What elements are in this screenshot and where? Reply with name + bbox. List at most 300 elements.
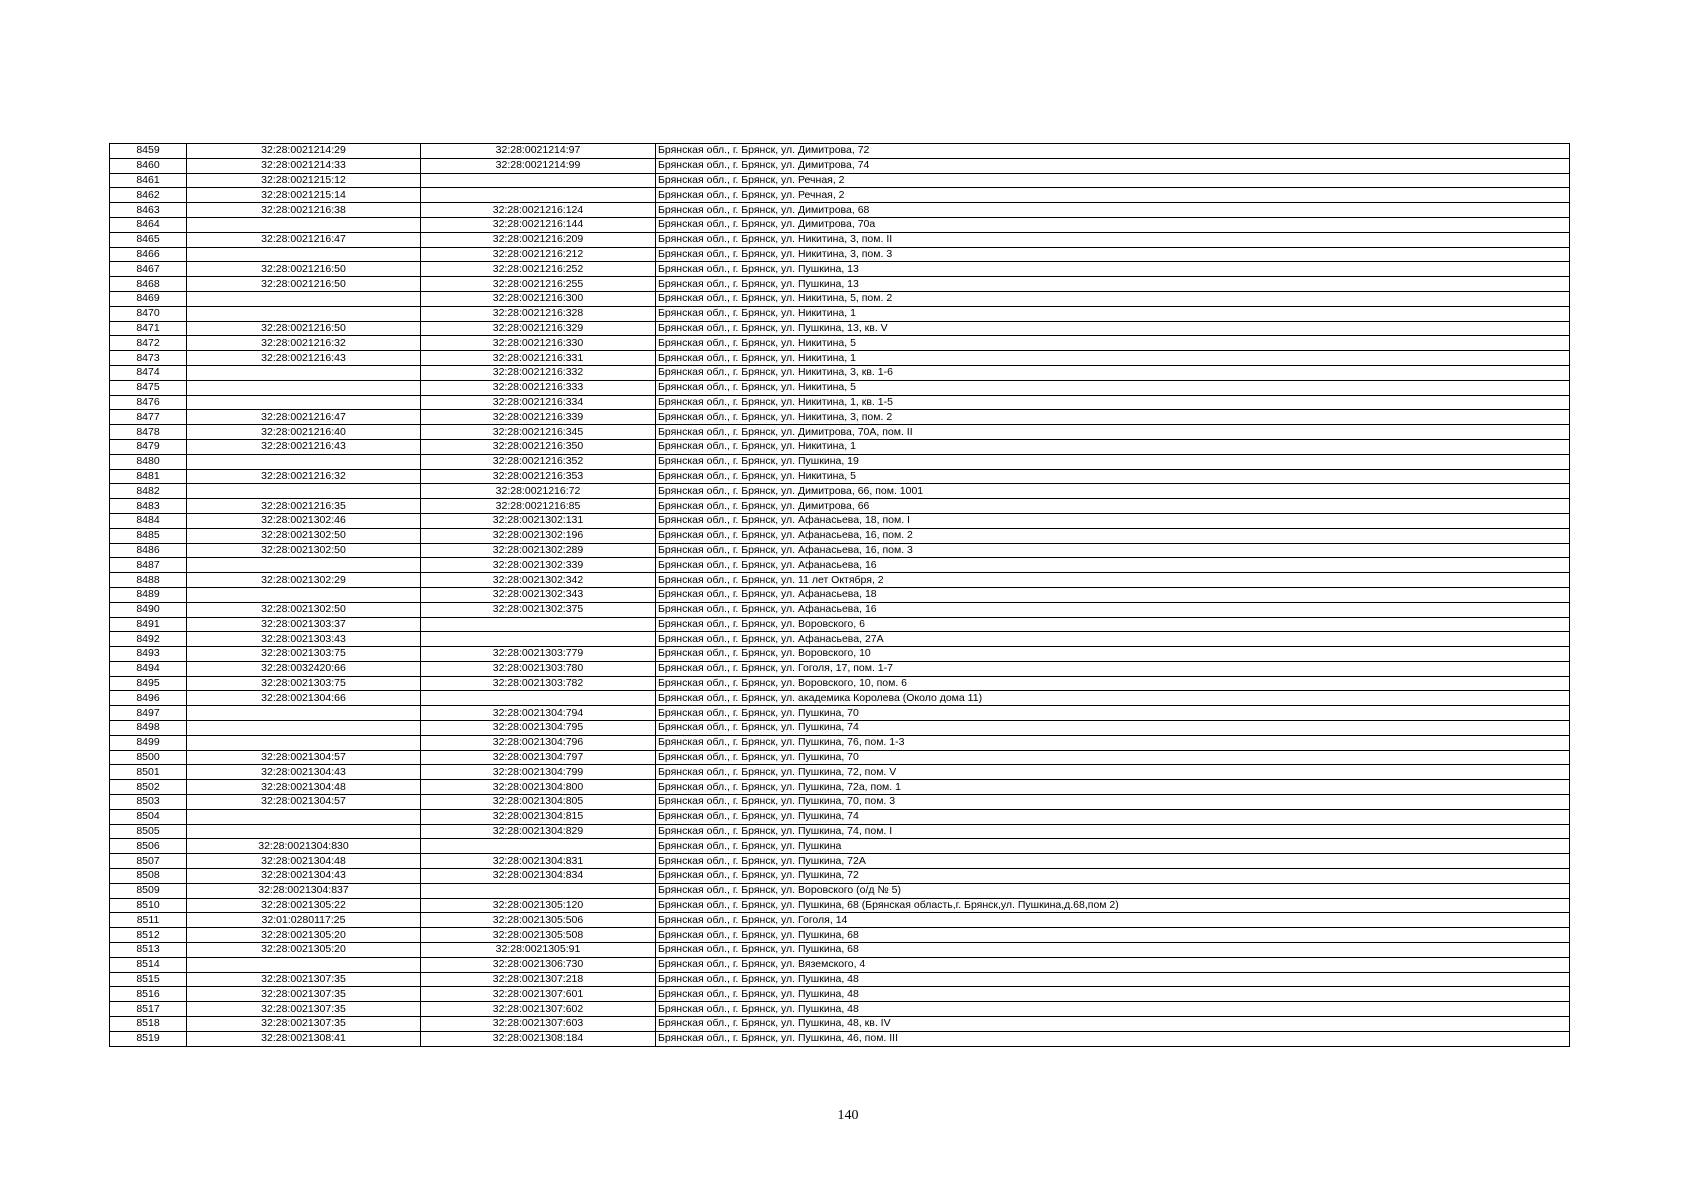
- address-cell: Брянская обл., г. Брянск, ул. Гоголя, 14: [656, 913, 1570, 928]
- table-row: [110, 351, 1570, 366]
- land-cadastral-number-cell: 32:28:0021304:43: [187, 765, 421, 780]
- table-row: [110, 780, 1570, 795]
- land-cadastral-number-cell: 32:01:0280117:25: [187, 913, 421, 928]
- address-cell: Брянская обл., г. Брянск, ул. Пушкина, 48, кв. IV: [656, 1017, 1570, 1032]
- row-number-cell: 8490: [110, 602, 187, 617]
- table-row: [110, 365, 1570, 380]
- address-cell: Брянская обл., г. Брянск, ул. Никитина, 1: [656, 351, 1570, 366]
- table-row: [110, 587, 1570, 602]
- row-number-cell: 8508: [110, 869, 187, 884]
- object-cadastral-number-cell: 32:28:0021216:334: [421, 395, 656, 410]
- table-row: [110, 144, 1570, 159]
- land-cadastral-number-cell: 32:28:0021307:35: [187, 987, 421, 1002]
- object-cadastral-number-cell: 32:28:0021303:779: [421, 647, 656, 662]
- table-row: [110, 188, 1570, 203]
- address-cell: Брянская обл., г. Брянск, ул. Афанасьева, 16: [656, 558, 1570, 573]
- address-cell: Брянская обл., г. Брянск, ул. Никитина, 5: [656, 469, 1570, 484]
- address-cell: Брянская обл., г. Брянск, ул. Пушкина, 48: [656, 987, 1570, 1002]
- object-cadastral-number-cell: 32:28:0021305:508: [421, 928, 656, 943]
- object-cadastral-number-cell: 32:28:0021305:91: [421, 943, 656, 958]
- address-cell: Брянская обл., г. Брянск, ул. Никитина, 3, пом. 2: [656, 410, 1570, 425]
- address-cell: Брянская обл., г. Брянск, ул. Воровского, 10: [656, 647, 1570, 662]
- row-number-cell: 8519: [110, 1031, 187, 1046]
- object-cadastral-number-cell: [421, 188, 656, 203]
- land-cadastral-number-cell: 32:28:0021302:29: [187, 573, 421, 588]
- row-number-cell: 8517: [110, 1002, 187, 1017]
- object-cadastral-number-cell: 32:28:0021216:345: [421, 425, 656, 440]
- row-number-cell: 8467: [110, 262, 187, 277]
- address-cell: Брянская обл., г. Брянск, ул. Димитрова, 74: [656, 158, 1570, 173]
- table-row: [110, 380, 1570, 395]
- land-cadastral-number-cell: [187, 824, 421, 839]
- row-number-cell: 8510: [110, 898, 187, 913]
- row-number-cell: 8461: [110, 173, 187, 188]
- object-cadastral-number-cell: 32:28:0021216:72: [421, 484, 656, 499]
- address-cell: Брянская обл., г. Брянск, ул. Димитрова, 66, пом. 1001: [656, 484, 1570, 499]
- object-cadastral-number-cell: 32:28:0021216:252: [421, 262, 656, 277]
- address-cell: Брянская обл., г. Брянск, ул. Афанасьева, 18, пом. I: [656, 513, 1570, 528]
- land-cadastral-number-cell: 32:28:0021307:35: [187, 1002, 421, 1017]
- row-number-cell: 8500: [110, 750, 187, 765]
- row-number-cell: 8504: [110, 809, 187, 824]
- land-cadastral-number-cell: 32:28:0021303:37: [187, 617, 421, 632]
- object-cadastral-number-cell: 32:28:0021216:330: [421, 336, 656, 351]
- land-cadastral-number-cell: [187, 291, 421, 306]
- address-cell: Брянская обл., г. Брянск, ул. Пушкина, 70: [656, 750, 1570, 765]
- row-number-cell: 8481: [110, 469, 187, 484]
- land-cadastral-number-cell: 32:28:0021215:14: [187, 188, 421, 203]
- object-cadastral-number-cell: 32:28:0021216:255: [421, 277, 656, 292]
- object-cadastral-number-cell: 32:28:0021216:209: [421, 232, 656, 247]
- row-number-cell: 8459: [110, 144, 187, 159]
- table-row: [110, 203, 1570, 218]
- address-cell: Брянская обл., г. Брянск, ул. Никитина, 3, пом. II: [656, 232, 1570, 247]
- land-cadastral-number-cell: 32:28:0021304:837: [187, 883, 421, 898]
- object-cadastral-number-cell: 32:28:0021216:339: [421, 410, 656, 425]
- row-number-cell: 8491: [110, 617, 187, 632]
- address-cell: Брянская обл., г. Брянск, ул. Никитина, 5, пом. 2: [656, 291, 1570, 306]
- table-row: [110, 321, 1570, 336]
- table-row: [110, 1031, 1570, 1046]
- row-number-cell: 8505: [110, 824, 187, 839]
- object-cadastral-number-cell: 32:28:0021307:602: [421, 1002, 656, 1017]
- land-cadastral-number-cell: [187, 735, 421, 750]
- table-row: [110, 543, 1570, 558]
- registry-table-body: [110, 144, 1570, 1047]
- land-cadastral-number-cell: 32:28:0021216:38: [187, 203, 421, 218]
- land-cadastral-number-cell: [187, 721, 421, 736]
- page-number: 140: [837, 1108, 859, 1123]
- address-cell: Брянская обл., г. Брянск, ул. Димитрова, 70А, пом. II: [656, 425, 1570, 440]
- object-cadastral-number-cell: 32:28:0021306:730: [421, 957, 656, 972]
- object-cadastral-number-cell: 32:28:0021303:780: [421, 661, 656, 676]
- row-number-cell: 8486: [110, 543, 187, 558]
- address-cell: Брянская обл., г. Брянск, ул. Речная, 2: [656, 188, 1570, 203]
- address-cell: Брянская обл., г. Брянск, ул. Пушкина, 72А: [656, 854, 1570, 869]
- address-cell: Брянская обл., г. Брянск, ул. Речная, 2: [656, 173, 1570, 188]
- row-number-cell: 8502: [110, 780, 187, 795]
- land-cadastral-number-cell: [187, 558, 421, 573]
- address-cell: Брянская обл., г. Брянск, ул. Никитина, 1: [656, 306, 1570, 321]
- row-number-cell: 8473: [110, 351, 187, 366]
- row-number-cell: 8516: [110, 987, 187, 1002]
- address-cell: Брянская обл., г. Брянск, ул. Пушкина, 13, кв. V: [656, 321, 1570, 336]
- table-row: [110, 943, 1570, 958]
- address-cell: Брянская обл., г. Брянск, ул. Димитрова, 68: [656, 203, 1570, 218]
- land-cadastral-number-cell: 32:28:0021216:35: [187, 499, 421, 514]
- land-cadastral-number-cell: 32:28:0021304:57: [187, 795, 421, 810]
- table-row: [110, 869, 1570, 884]
- address-cell: Брянская обл., г. Брянск, ул. Пушкина, 72а, пом. 1: [656, 780, 1570, 795]
- land-cadastral-number-cell: 32:28:0021302:46: [187, 513, 421, 528]
- row-number-cell: 8487: [110, 558, 187, 573]
- address-cell: Брянская обл., г. Брянск, ул. Воровского (о/д № 5): [656, 883, 1570, 898]
- table-row: [110, 262, 1570, 277]
- address-cell: Брянская обл., г. Брянск, ул. Димитрова, 72: [656, 144, 1570, 159]
- row-number-cell: 8494: [110, 661, 187, 676]
- address-cell: Брянская обл., г. Брянск, ул. Пушкина, 48: [656, 972, 1570, 987]
- address-cell: Брянская обл., г. Брянск, ул. Пушкина, 74: [656, 809, 1570, 824]
- object-cadastral-number-cell: 32:28:0021216:352: [421, 454, 656, 469]
- land-cadastral-number-cell: [187, 706, 421, 721]
- row-number-cell: 8515: [110, 972, 187, 987]
- row-number-cell: 8463: [110, 203, 187, 218]
- object-cadastral-number-cell: 32:28:0021304:799: [421, 765, 656, 780]
- table-row: [110, 661, 1570, 676]
- table-row: [110, 839, 1570, 854]
- address-cell: Брянская обл., г. Брянск, ул. академика Королева (Около дома 11): [656, 691, 1570, 706]
- object-cadastral-number-cell: [421, 883, 656, 898]
- table-row: [110, 795, 1570, 810]
- land-cadastral-number-cell: 32:28:0021302:50: [187, 528, 421, 543]
- table-row: [110, 1002, 1570, 1017]
- land-cadastral-number-cell: 32:28:0021214:33: [187, 158, 421, 173]
- object-cadastral-number-cell: 32:28:0021216:331: [421, 351, 656, 366]
- table-row: [110, 558, 1570, 573]
- address-cell: Брянская обл., г. Брянск, ул. Пушкина, 68: [656, 928, 1570, 943]
- object-cadastral-number-cell: 32:28:0021302:196: [421, 528, 656, 543]
- table-row: [110, 809, 1570, 824]
- object-cadastral-number-cell: [421, 839, 656, 854]
- land-cadastral-number-cell: 32:28:0021214:29: [187, 144, 421, 159]
- address-cell: Брянская обл., г. Брянск, ул. Вяземского, 4: [656, 957, 1570, 972]
- address-cell: Брянская обл., г. Брянск, ул. Афанасьева, 18: [656, 587, 1570, 602]
- table-row: [110, 957, 1570, 972]
- row-number-cell: 8477: [110, 410, 187, 425]
- address-cell: Брянская обл., г. Брянск, ул. Пушкина, 74, пом. I: [656, 824, 1570, 839]
- row-number-cell: 8497: [110, 706, 187, 721]
- object-cadastral-number-cell: [421, 173, 656, 188]
- land-cadastral-number-cell: 32:28:0021305:20: [187, 943, 421, 958]
- table-row: [110, 602, 1570, 617]
- row-number-cell: 8489: [110, 587, 187, 602]
- land-cadastral-number-cell: 32:28:0021304:57: [187, 750, 421, 765]
- table-row: [110, 573, 1570, 588]
- address-cell: Брянская обл., г. Брянск, ул. 11 лет Октября, 2: [656, 573, 1570, 588]
- row-number-cell: 8480: [110, 454, 187, 469]
- land-cadastral-number-cell: 32:28:0021216:50: [187, 262, 421, 277]
- object-cadastral-number-cell: 32:28:0021304:800: [421, 780, 656, 795]
- address-cell: Брянская обл., г. Брянск, ул. Пушкина, 70, пом. 3: [656, 795, 1570, 810]
- object-cadastral-number-cell: 32:28:0021216:144: [421, 217, 656, 232]
- address-cell: Брянская обл., г. Брянск, ул. Пушкина, 48: [656, 1002, 1570, 1017]
- table-row: [110, 765, 1570, 780]
- address-cell: Брянская обл., г. Брянск, ул. Пушкина, 68: [656, 943, 1570, 958]
- row-number-cell: 8485: [110, 528, 187, 543]
- land-cadastral-number-cell: 32:28:0021308:41: [187, 1031, 421, 1046]
- table-row: [110, 824, 1570, 839]
- object-cadastral-number-cell: 32:28:0021304:831: [421, 854, 656, 869]
- land-cadastral-number-cell: 32:28:0021303:43: [187, 632, 421, 647]
- land-cadastral-number-cell: [187, 380, 421, 395]
- table-row: [110, 617, 1570, 632]
- object-cadastral-number-cell: 32:28:0021216:329: [421, 321, 656, 336]
- address-cell: Брянская обл., г. Брянск, ул. Никитина, 5: [656, 336, 1570, 351]
- registry-table: [109, 143, 1570, 1047]
- address-cell: Брянская обл., г. Брянск, ул. Афанасьева, 16, пом. 3: [656, 543, 1570, 558]
- object-cadastral-number-cell: 32:28:0021304:815: [421, 809, 656, 824]
- object-cadastral-number-cell: 32:28:0021304:834: [421, 869, 656, 884]
- object-cadastral-number-cell: 32:28:0021304:805: [421, 795, 656, 810]
- land-cadastral-number-cell: 32:28:0021307:35: [187, 972, 421, 987]
- object-cadastral-number-cell: 32:28:0021302:375: [421, 602, 656, 617]
- address-cell: Брянская обл., г. Брянск, ул. Пушкина, 13: [656, 262, 1570, 277]
- land-cadastral-number-cell: [187, 247, 421, 262]
- row-number-cell: 8518: [110, 1017, 187, 1032]
- row-number-cell: 8496: [110, 691, 187, 706]
- row-number-cell: 8476: [110, 395, 187, 410]
- table-row: [110, 883, 1570, 898]
- table-row: [110, 676, 1570, 691]
- address-cell: Брянская обл., г. Брянск, ул. Пушкина, 68 (Брянская область,г. Брянск,ул. Пушкина,д.68,пом 2): [656, 898, 1570, 913]
- row-number-cell: 8509: [110, 883, 187, 898]
- table-row: [110, 454, 1570, 469]
- row-number-cell: 8474: [110, 365, 187, 380]
- object-cadastral-number-cell: 32:28:0021216:333: [421, 380, 656, 395]
- address-cell: Брянская обл., г. Брянск, ул. Гоголя, 17, пом. 1-7: [656, 661, 1570, 676]
- land-cadastral-number-cell: 32:28:0021216:47: [187, 232, 421, 247]
- land-cadastral-number-cell: 32:28:0021216:43: [187, 351, 421, 366]
- object-cadastral-number-cell: 32:28:0021302:131: [421, 513, 656, 528]
- address-cell: Брянская обл., г. Брянск, ул. Пушкина, 46, пом. III: [656, 1031, 1570, 1046]
- land-cadastral-number-cell: 32:28:0021305:22: [187, 898, 421, 913]
- address-cell: Брянская обл., г. Брянск, ул. Никитина, 1, кв. 1-5: [656, 395, 1570, 410]
- land-cadastral-number-cell: 32:28:0021302:50: [187, 602, 421, 617]
- object-cadastral-number-cell: 32:28:0021216:300: [421, 291, 656, 306]
- land-cadastral-number-cell: 32:28:0021304:830: [187, 839, 421, 854]
- row-number-cell: 8462: [110, 188, 187, 203]
- object-cadastral-number-cell: 32:28:0021307:603: [421, 1017, 656, 1032]
- land-cadastral-number-cell: [187, 809, 421, 824]
- row-number-cell: 8466: [110, 247, 187, 262]
- address-cell: Брянская обл., г. Брянск, ул. Пушкина, 76, пом. 1-3: [656, 735, 1570, 750]
- object-cadastral-number-cell: 32:28:0021302:289: [421, 543, 656, 558]
- address-cell: Брянская обл., г. Брянск, ул. Пушкина, 72, пом. V: [656, 765, 1570, 780]
- land-cadastral-number-cell: [187, 454, 421, 469]
- table-row: [110, 410, 1570, 425]
- table-row: [110, 632, 1570, 647]
- object-cadastral-number-cell: [421, 632, 656, 647]
- row-number-cell: 8468: [110, 277, 187, 292]
- land-cadastral-number-cell: 32:28:0021216:40: [187, 425, 421, 440]
- address-cell: Брянская обл., г. Брянск, ул. Пушкина, 70: [656, 706, 1570, 721]
- object-cadastral-number-cell: [421, 691, 656, 706]
- land-cadastral-number-cell: 32:28:0021304:43: [187, 869, 421, 884]
- land-cadastral-number-cell: [187, 306, 421, 321]
- address-cell: Брянская обл., г. Брянск, ул. Димитрова, 66: [656, 499, 1570, 514]
- object-cadastral-number-cell: 32:28:0021304:794: [421, 706, 656, 721]
- table-row: [110, 750, 1570, 765]
- table-row: [110, 987, 1570, 1002]
- row-number-cell: 8498: [110, 721, 187, 736]
- row-number-cell: 8507: [110, 854, 187, 869]
- land-cadastral-number-cell: 32:28:0032420:66: [187, 661, 421, 676]
- address-cell: Брянская обл., г. Брянск, ул. Пушкина, 19: [656, 454, 1570, 469]
- row-number-cell: 8484: [110, 513, 187, 528]
- object-cadastral-number-cell: 32:28:0021216:350: [421, 439, 656, 454]
- row-number-cell: 8514: [110, 957, 187, 972]
- row-number-cell: 8460: [110, 158, 187, 173]
- object-cadastral-number-cell: 32:28:0021216:328: [421, 306, 656, 321]
- table-row: [110, 913, 1570, 928]
- table-row: [110, 247, 1570, 262]
- table-row: [110, 499, 1570, 514]
- object-cadastral-number-cell: 32:28:0021304:795: [421, 721, 656, 736]
- row-number-cell: 8464: [110, 217, 187, 232]
- table-row: [110, 395, 1570, 410]
- land-cadastral-number-cell: 32:28:0021307:35: [187, 1017, 421, 1032]
- table-row: [110, 469, 1570, 484]
- object-cadastral-number-cell: 32:28:0021307:601: [421, 987, 656, 1002]
- table-row: [110, 647, 1570, 662]
- object-cadastral-number-cell: 32:28:0021216:124: [421, 203, 656, 218]
- row-number-cell: 8513: [110, 943, 187, 958]
- address-cell: Брянская обл., г. Брянск, ул. Никитина, 3, пом. 3: [656, 247, 1570, 262]
- row-number-cell: 8469: [110, 291, 187, 306]
- address-cell: Брянская обл., г. Брянск, ул. Пушкина, 74: [656, 721, 1570, 736]
- row-number-cell: 8465: [110, 232, 187, 247]
- object-cadastral-number-cell: 32:28:0021304:796: [421, 735, 656, 750]
- object-cadastral-number-cell: 32:28:0021303:782: [421, 676, 656, 691]
- table-row: [110, 735, 1570, 750]
- object-cadastral-number-cell: 32:28:0021302:342: [421, 573, 656, 588]
- object-cadastral-number-cell: 32:28:0021216:212: [421, 247, 656, 262]
- object-cadastral-number-cell: 32:28:0021216:332: [421, 365, 656, 380]
- address-cell: Брянская обл., г. Брянск, ул. Афанасьева, 27А: [656, 632, 1570, 647]
- row-number-cell: 8470: [110, 306, 187, 321]
- row-number-cell: 8471: [110, 321, 187, 336]
- table-row: [110, 854, 1570, 869]
- table-row: [110, 232, 1570, 247]
- land-cadastral-number-cell: 32:28:0021216:43: [187, 439, 421, 454]
- table-row: [110, 528, 1570, 543]
- land-cadastral-number-cell: 32:28:0021215:12: [187, 173, 421, 188]
- row-number-cell: 8506: [110, 839, 187, 854]
- object-cadastral-number-cell: 32:28:0021302:339: [421, 558, 656, 573]
- address-cell: Брянская обл., г. Брянск, ул. Воровского, 10, пом. 6: [656, 676, 1570, 691]
- row-number-cell: 8482: [110, 484, 187, 499]
- land-cadastral-number-cell: 32:28:0021216:47: [187, 410, 421, 425]
- land-cadastral-number-cell: 32:28:0021216:32: [187, 336, 421, 351]
- table-row: [110, 173, 1570, 188]
- row-number-cell: 8492: [110, 632, 187, 647]
- address-cell: Брянская обл., г. Брянск, ул. Пушкина: [656, 839, 1570, 854]
- land-cadastral-number-cell: [187, 484, 421, 499]
- row-number-cell: 8495: [110, 676, 187, 691]
- object-cadastral-number-cell: 32:28:0021216:353: [421, 469, 656, 484]
- address-cell: Брянская обл., г. Брянск, ул. Димитрова, 70а: [656, 217, 1570, 232]
- address-cell: Брянская обл., г. Брянск, ул. Пушкина, 13: [656, 277, 1570, 292]
- object-cadastral-number-cell: 32:28:0021304:829: [421, 824, 656, 839]
- address-cell: Брянская обл., г. Брянск, ул. Афанасьева, 16: [656, 602, 1570, 617]
- object-cadastral-number-cell: 32:28:0021307:218: [421, 972, 656, 987]
- land-cadastral-number-cell: 32:28:0021304:66: [187, 691, 421, 706]
- table-row: [110, 484, 1570, 499]
- land-cadastral-number-cell: 32:28:0021216:50: [187, 321, 421, 336]
- table-row: [110, 928, 1570, 943]
- object-cadastral-number-cell: [421, 617, 656, 632]
- address-cell: Брянская обл., г. Брянск, ул. Пушкина, 72: [656, 869, 1570, 884]
- table-row: [110, 158, 1570, 173]
- land-cadastral-number-cell: [187, 217, 421, 232]
- table-row: [110, 217, 1570, 232]
- table-row: [110, 425, 1570, 440]
- row-number-cell: 8479: [110, 439, 187, 454]
- land-cadastral-number-cell: [187, 395, 421, 410]
- row-number-cell: 8501: [110, 765, 187, 780]
- table-row: [110, 439, 1570, 454]
- row-number-cell: 8478: [110, 425, 187, 440]
- land-cadastral-number-cell: [187, 957, 421, 972]
- table-row: [110, 277, 1570, 292]
- address-cell: Брянская обл., г. Брянск, ул. Никитина, 1: [656, 439, 1570, 454]
- row-number-cell: 8483: [110, 499, 187, 514]
- address-cell: Брянская обл., г. Брянск, ул. Никитина, 3, кв. 1-6: [656, 365, 1570, 380]
- object-cadastral-number-cell: 32:28:0021214:99: [421, 158, 656, 173]
- object-cadastral-number-cell: 32:28:0021302:343: [421, 587, 656, 602]
- table-row: [110, 513, 1570, 528]
- object-cadastral-number-cell: 32:28:0021308:184: [421, 1031, 656, 1046]
- land-cadastral-number-cell: 32:28:0021305:20: [187, 928, 421, 943]
- table-row: [110, 972, 1570, 987]
- land-cadastral-number-cell: 32:28:0021303:75: [187, 676, 421, 691]
- table-row: [110, 336, 1570, 351]
- table-row: [110, 291, 1570, 306]
- table-row: [110, 306, 1570, 321]
- land-cadastral-number-cell: 32:28:0021304:48: [187, 854, 421, 869]
- row-number-cell: 8472: [110, 336, 187, 351]
- table-row: [110, 1017, 1570, 1032]
- land-cadastral-number-cell: 32:28:0021216:50: [187, 277, 421, 292]
- row-number-cell: 8488: [110, 573, 187, 588]
- land-cadastral-number-cell: [187, 587, 421, 602]
- land-cadastral-number-cell: [187, 365, 421, 380]
- object-cadastral-number-cell: 32:28:0021216:85: [421, 499, 656, 514]
- row-number-cell: 8493: [110, 647, 187, 662]
- address-cell: Брянская обл., г. Брянск, ул. Никитина, 5: [656, 380, 1570, 395]
- table-row: [110, 898, 1570, 913]
- object-cadastral-number-cell: 32:28:0021305:120: [421, 898, 656, 913]
- row-number-cell: 8475: [110, 380, 187, 395]
- table-row: [110, 691, 1570, 706]
- object-cadastral-number-cell: 32:28:0021304:797: [421, 750, 656, 765]
- land-cadastral-number-cell: 32:28:0021302:50: [187, 543, 421, 558]
- address-cell: Брянская обл., г. Брянск, ул. Воровского, 6: [656, 617, 1570, 632]
- row-number-cell: 8499: [110, 735, 187, 750]
- table-row: [110, 706, 1570, 721]
- row-number-cell: 8512: [110, 928, 187, 943]
- land-cadastral-number-cell: 32:28:0021216:32: [187, 469, 421, 484]
